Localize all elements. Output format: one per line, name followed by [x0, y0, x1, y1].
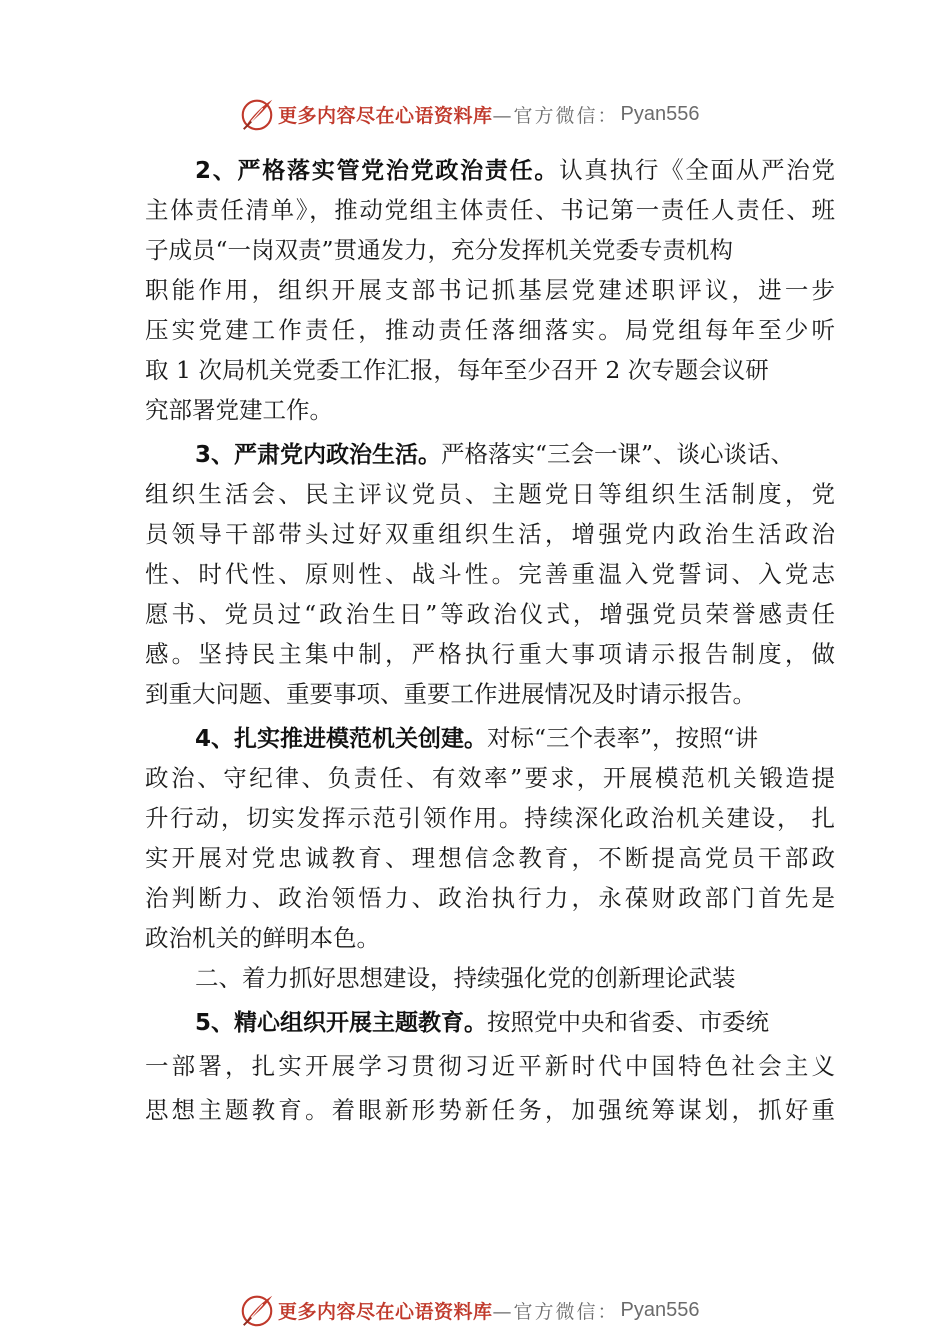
paragraph-2-line-3: 子成员“一岗双责”贯通发力，充分发挥机关党委专责机构 — [145, 236, 734, 264]
paragraph-5-text: 按照党中央和省委、市委统 — [487, 1008, 770, 1036]
paragraph-2-line-2: 主体责任清单》，推动党组主体责任、书记第一责任人责任、班 — [145, 196, 835, 224]
header-banner — [238, 94, 700, 134]
paragraph-4-line-1 — [145, 718, 835, 758]
paragraph-5-heading: 5、精心组织开展主题教育。 — [195, 1010, 488, 1036]
quill-logo-icon — [238, 95, 276, 133]
paragraph-5-line-1 — [145, 1002, 835, 1042]
paragraph-4-line-6: 政治机关的鲜明本色。 — [145, 924, 380, 952]
paragraph-3-line-3: 员领导干部带头过好双重组织生活，增强党内政治生活政治 — [145, 520, 835, 548]
paragraph-3-heading: 3、严肃党内政治生活。 — [195, 442, 442, 468]
paragraph-5-line-2: 一部署，扎实开展学习贯彻习近平新时代中国特色社会主义 — [145, 1052, 835, 1080]
document-body — [145, 150, 835, 1130]
paragraph-2-heading: 2、严格落实管党治党政治责任。 — [195, 158, 560, 184]
footer-wechat-id: Pyan556 — [620, 1298, 700, 1321]
paragraph-2-line-5: 压实党建工作责任，推动责任落细落实。局党组每年至少听 — [145, 316, 835, 344]
paragraph-2-line-7: 究部署党建工作。 — [145, 396, 333, 424]
paragraph-4-line-5: 治判断力、政治领悟力、政治执行力，永葆财政部门首先是 — [145, 884, 835, 912]
footer-wechat-label: —官方微信： — [492, 1300, 619, 1323]
paragraph-4-heading: 4、扎实推进模范机关创建。 — [195, 726, 488, 752]
footer-banner — [238, 1290, 700, 1330]
paragraph-3-line-6: 感。坚持民主集中制，严格执行重大事项请示报告制度，做 — [145, 640, 835, 668]
paragraph-4-line-3: 升行动，切实发挥示范引领作用。持续深化政治机关建设， 扎 — [145, 804, 835, 832]
paragraph-3-line-7: 到重大问题、重要事项、重要工作进展情况及时请示报告。 — [145, 680, 756, 708]
paragraph-3-line-2: 组织生活会、民主评议党员、主题党日等组织生活制度，党 — [145, 480, 835, 508]
paragraph-3-text: 严格落实“三会一课”、谈心谈话、 — [441, 440, 795, 468]
footer-site-text: 更多内容尽在心语资料库 — [278, 1300, 493, 1323]
paragraph-4-line-4: 实开展对党忠诚教育、理想信念教育，不断提高党员干部政 — [145, 844, 835, 872]
paragraph-2-line-6: 取 1 次局机关党委工作汇报，每年至少召开 2 次专题会议研 — [145, 356, 769, 384]
banner-site-text: 更多内容尽在心语资料库 — [278, 104, 493, 127]
paragraph-2-line-1 — [145, 150, 835, 190]
paragraph-3-line-5: 愿书、党员过“政治生日”等政治仪式，增强党员荣誉感责任 — [145, 600, 835, 628]
paragraph-2-text: 认真执行《全面从严治党 — [559, 156, 836, 184]
paragraph-5-line-3: 思想主题教育。着眼新形势新任务，加强统筹谋划，抓好重 — [145, 1096, 835, 1124]
banner-wechat-id: Pyan556 — [620, 102, 700, 125]
paragraph-4-text: 对标“三个表率”，按照“讲 — [487, 724, 759, 752]
section-heading-2: 二、着力抓好思想建设，持续强化党的创新理论武装 — [195, 964, 736, 992]
quill-logo-icon — [238, 1291, 276, 1329]
paragraph-4-line-2: 政治、守纪律、负责任、有效率”要求，开展模范机关锻造提 — [145, 764, 835, 792]
banner-wechat-label: —官方微信： — [492, 104, 619, 127]
paragraph-3-line-1 — [145, 434, 835, 474]
paragraph-3-line-4: 性、时代性、原则性、战斗性。完善重温入党誓词、入党志 — [145, 560, 835, 588]
paragraph-2-line-4: 职能作用，组织开展支部书记抓基层党建述职评议，进一步 — [145, 276, 835, 304]
